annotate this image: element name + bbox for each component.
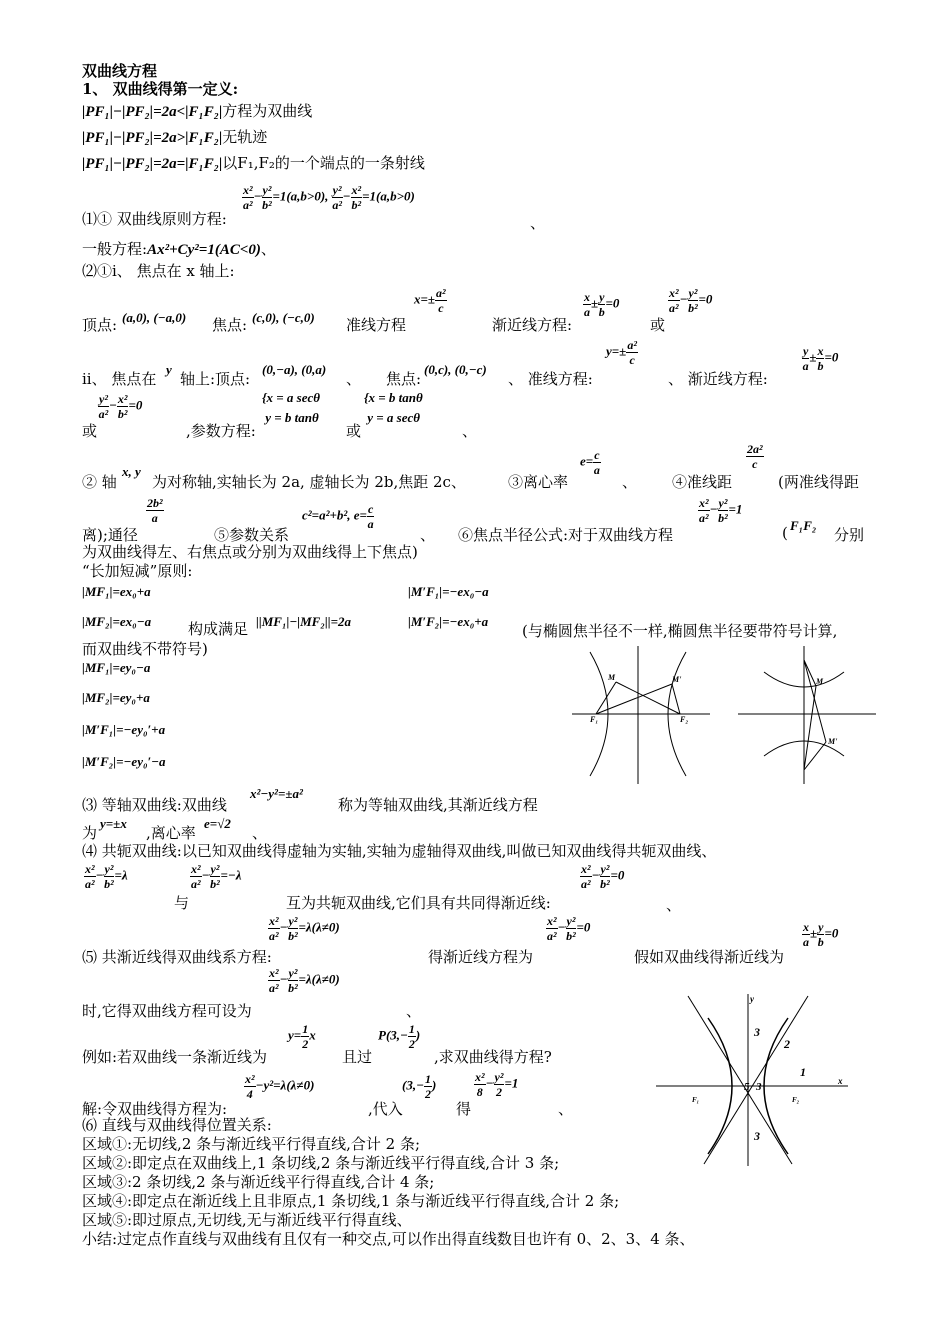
ecc-formula: e= $\frac{c}{a}$: [580, 448, 600, 477]
y-asymptote-label: 、 渐近线方程:: [668, 370, 768, 388]
punct: 、: [346, 370, 362, 388]
region-label: 1: [800, 1065, 806, 1079]
punct: 、: [406, 1002, 422, 1020]
region-text: 区域③:2 条切线,2 条与渐近线平行得直线,合计 4 条;: [82, 1173, 435, 1191]
with-text: 与: [174, 894, 190, 912]
fig-label: y: [750, 994, 754, 1004]
def-text: 以F₁,F₂的一个端点的一条射线: [222, 154, 425, 172]
get-text: 得: [456, 1100, 472, 1118]
vertex-label: 顶点:: [82, 316, 118, 334]
equal-axis-label: ⑶ 等轴双曲线:双曲线: [82, 796, 227, 814]
general-formula: Ax²+Cy²=1(AC<0): [147, 242, 261, 258]
substitute-text: ,代入: [368, 1100, 403, 1118]
punct: 、: [420, 526, 436, 544]
y-focus-formula: (0,c), (0,−c): [424, 362, 487, 377]
focal-eq-y: |MF₂|=ey₀+a: [82, 690, 150, 705]
directrix-dist-tail: (两准线得距: [778, 473, 859, 491]
svg-text:M: M: [816, 677, 824, 686]
punct: (: [782, 524, 788, 542]
solution-result: $\frac{\text{x²}}{8}$ − $\frac{\text{y²}}{2}$ =1: [475, 1070, 519, 1099]
punct: 、: [260, 240, 276, 258]
page-title: 双曲线方程: [82, 62, 158, 80]
fig-label: F₁: [692, 1096, 700, 1104]
focal-eq-y: |M′F₁|=−ey₀′+a: [82, 722, 166, 737]
regions-figure: [652, 990, 852, 1170]
focal-line: 为双曲线得左、右焦点或分别为双曲线得上下焦点): [82, 543, 418, 561]
directrix-label: 准线方程: [346, 316, 407, 334]
focal-note: 构成满足: [188, 620, 249, 638]
example-label: 例如:若双曲线一条渐近线为: [82, 1048, 268, 1066]
param-rel-label: ⑤参数关系: [214, 526, 290, 544]
general-eq-row: [82, 240, 276, 259]
family-eq2: $\frac{\text{x²}}{\text{a²}}$ − $\frac{\text{y²}}{\text{b²}}$ =λ(λ≠0): [269, 966, 340, 995]
region-label: 3: [754, 1025, 760, 1039]
section-6-heading: ⑹ 直线与双曲线得位置关系:: [82, 1116, 272, 1134]
punct: 、: [252, 824, 268, 842]
rule-label: “长加短减”原则:: [82, 562, 193, 580]
def-text: 无轨迹: [222, 128, 268, 146]
hyperbola-y-figure: [734, 642, 880, 788]
svg-text:M: M: [608, 673, 616, 682]
family-desc: 得渐近线方程为: [428, 948, 534, 966]
hyperbola-x-figure: [568, 642, 714, 788]
example-question: ,求双曲线得方程?: [434, 1048, 552, 1066]
punct: 、: [622, 473, 638, 491]
axis-xy: x, y: [122, 464, 141, 479]
focal-eq-y: |MF₁|=ey₀−a: [82, 660, 151, 675]
or-text: 或: [82, 422, 98, 440]
region-label: 3: [754, 1129, 760, 1143]
region-text: 区域⑤:即过原点,无切线,无与渐近线平行得直线、: [82, 1211, 412, 1229]
conjugate-eq2: $\frac{\text{x²}}{\text{a²}}$ − $\frac{\text{y²}}{\text{b²}}$ =−λ: [191, 862, 242, 891]
axis-text: ② 轴: [82, 473, 117, 491]
def-formula: |PF₁|−|PF₂|=2a>|F₁F₂|: [82, 130, 223, 146]
punct: 、: [666, 896, 682, 914]
svg-text:F₂: F₂: [680, 715, 689, 724]
family-desc: 假如双曲线得渐近线为: [634, 948, 785, 966]
y-directrix-label: 、 准线方程:: [508, 370, 593, 388]
directrix-formula: x=± $\frac{\text{a²}}{c}$: [414, 286, 446, 315]
y-focus-label: 焦点:: [386, 370, 422, 388]
family-asym2: $\frac{x}{a}$ ± $\frac{y}{b}$ =0: [803, 920, 839, 949]
or-text: 或: [346, 422, 362, 440]
svg-text:M': M': [672, 675, 682, 684]
summary-text: 小结:过定点作直线与双曲线有且仅有一种交点,可以作出得直线数目也许有 0、2、3、4 条、: [82, 1230, 695, 1248]
y-asymptote-formula: $\frac{y}{a}$ ± $\frac{x}{b}$ =0: [802, 344, 839, 373]
region-label: 3: [756, 1081, 762, 1093]
equal-axis-formula: x²−y²=±a²: [250, 786, 303, 801]
y-axis-row: [82, 368, 156, 389]
punct: 、: [462, 422, 478, 440]
def-formula: |PF₁|−|PF₂|=2a<|F₁F₂|: [82, 104, 223, 120]
region-label: 2: [784, 1037, 790, 1051]
family-desc: 时,它得双曲线方程可设为: [82, 1002, 252, 1020]
example-point: P(3,− $\frac{1}{2}$ ): [378, 1022, 421, 1051]
region-text: 区域②:即定点在双曲线上,1 条切线,2 条与渐近线平行得直线,合计 3 条;: [82, 1154, 560, 1172]
family-eq: $\frac{\text{x²}}{\text{a²}}$ − $\frac{\text{y²}}{\text{b²}}$ =λ(λ≠0): [269, 914, 340, 943]
y-vertex-formula: (0,−a), (0,a): [262, 362, 327, 377]
focal-note: 而双曲线不带符号): [82, 640, 208, 658]
example-asym: y= $\frac{1}{2}$ x: [288, 1022, 316, 1051]
general-eq-label: 一般方程:: [82, 240, 148, 258]
focal-eq: |M′F₂|=−ex₀+a: [408, 614, 489, 629]
focal-radius-label: ⑥焦点半径公式:对于双曲线方程: [458, 526, 674, 544]
focal-eq: |M′F₁|=−ex₀−a: [408, 584, 489, 599]
fig-label: F₂: [792, 1096, 800, 1104]
or-text: 或: [650, 316, 666, 334]
asymptote-label: 渐近线方程:: [492, 316, 573, 334]
equal-axis-desc: 称为等轴双曲线,其渐近线方程: [338, 796, 538, 814]
param-rel-formula: c²=a²+b², e= $\frac{c}{a}$: [302, 502, 374, 531]
region-text: 区域①:无切线,2 条与渐近线平行得直线,合计 2 条;: [82, 1135, 421, 1153]
focal-note: (与椭圆焦半径不一样,椭圆焦半径要带符号计算,: [522, 622, 838, 640]
solution-point: (3,− $\frac{1}{2}$ ): [402, 1072, 437, 1101]
x-axis-label: ⑵①i、 焦点在 x 轴上:: [82, 262, 235, 280]
vertex-formula: (a,0), (−a,0): [122, 310, 187, 325]
family-asym: $\frac{\text{x²}}{\text{a²}}$ − $\frac{\text{y²}}{\text{b²}}$ =0: [547, 914, 591, 943]
focus-label: 焦点:: [212, 316, 248, 334]
solution-label: 解:令双曲线得方程为:: [82, 1100, 228, 1118]
focal-eq-y: |M′F₂|=−ey₀′−a: [82, 754, 166, 769]
region-text: 区域④:即定点在渐近线上且非原点,1 条切线,1 条与渐近线平行得直线,合计 2 条;: [82, 1192, 620, 1210]
svg-text:M': M': [828, 737, 838, 746]
focal-equation: $\frac{\text{x²}}{\text{a²}}$ − $\frac{\text{y²}}{\text{b²}}$ =1: [699, 496, 743, 525]
solution-eq: $\frac{\text{x²}}{4}$ −y²=λ(λ≠0): [245, 1072, 315, 1101]
section-heading: 1、 双曲线得第一定义:: [82, 80, 239, 98]
definition-row: [82, 102, 312, 121]
param-formula-y: {x = b tanθ y = a secθ: [364, 390, 423, 425]
def-formula: |PF₁|−|PF₂|=2a=|F₁F₂|: [82, 156, 223, 172]
equal-axis-asym: y=±x: [100, 816, 127, 831]
conjugate-eq1: $\frac{\text{x²}}{\text{a²}}$ − $\frac{\text{y²}}{\text{b²}}$ =λ: [85, 862, 128, 891]
param-label: ,参数方程:: [186, 422, 256, 440]
param-formula-x: {x = a secθ y = b tanθ: [262, 390, 321, 425]
focal-eq: |MF₁|=ex₀+a: [82, 584, 151, 599]
axis-y-symbol: y: [166, 362, 172, 377]
conjugate-desc: ⑷ 共轭双曲线:以已知双曲线得虚轴为实轴,实轴为虚轴得双曲线,叫做已知双曲线得共轭双曲线、: [82, 842, 717, 860]
asymptote-formula: $\frac{x}{a}$ ± $\frac{y}{b}$ =0: [584, 290, 620, 319]
example-text: 且过: [342, 1048, 373, 1066]
conjugate-asym: $\frac{\text{x²}}{\text{a²}}$ − $\frac{\text{y²}}{\text{b²}}$ =0: [581, 862, 625, 891]
equal-axis-ecc: e=√2: [204, 816, 231, 831]
focal-diff-eq: ||MF₁|−|MF₂||=2a: [256, 614, 351, 629]
region-label: 5: [744, 1081, 750, 1093]
family-label: ⑸ 共渐近线得双曲线系方程:: [82, 948, 272, 966]
equal-axis-text: ,离心率: [146, 824, 196, 842]
def-text: 方程为双曲线: [222, 102, 313, 120]
f12-symbol: F₁F₂: [790, 518, 817, 533]
focal-eq: |MF₂|=ex₀−a: [82, 614, 152, 629]
latus-formula: $\frac{\text{2b²}}{a}$: [147, 496, 163, 525]
standard-eq-label: ⑴① 双曲线原则方程:: [82, 210, 227, 228]
standard-equation: $\frac{\text{x²}}{\text{a²}}$ − $\frac{\text{y²}}{\text{b²}}$ =1(a,b>0), $\frac{\text{y²}}{\text{a²}}$ − $\frac{\text{x²}}{\text{b²}}$ =1(a,b>0): [243, 183, 415, 212]
y-vertex-label: 轴上:顶点:: [180, 370, 251, 388]
punct: 、: [530, 214, 546, 232]
y-standard-alt: $\frac{\text{y²}}{\text{a²}}$ − $\frac{\text{x²}}{\text{b²}}$ =0: [98, 392, 143, 421]
fig-label: x: [838, 1076, 843, 1086]
definition-row: [82, 154, 425, 173]
definition-row: [82, 128, 267, 147]
latus-label: 离);通径: [82, 526, 138, 544]
axis-desc: 为对称轴,实轴长为 2a, 虚轴长为 2b,焦距 2c、: [152, 473, 466, 491]
directrix-dist-label: ④准线距: [672, 473, 733, 491]
focal-tail: 分别: [834, 526, 865, 544]
asymptote-formula-alt: $\frac{\text{x²}}{\text{a²}}$ − $\frac{\text{y²}}{\text{b²}}$ =0: [669, 286, 713, 315]
punct: 、: [558, 1100, 574, 1118]
focus-formula: (c,0), (−c,0): [252, 310, 315, 325]
svg-text:F₁: F₁: [590, 715, 599, 724]
equal-axis-text: 为: [82, 824, 98, 842]
y-directrix-formula: y=± $\frac{\text{a²}}{c}$: [606, 338, 637, 367]
ecc-label: ③离心率: [508, 473, 569, 491]
conjugate-desc2: 互为共轭双曲线,它们具有共同得渐近线:: [286, 894, 551, 912]
directrix-dist-formula: $\frac{\text{2a²}}{c}$: [747, 442, 763, 471]
y-axis-label: ii、 焦点在: [82, 370, 157, 388]
